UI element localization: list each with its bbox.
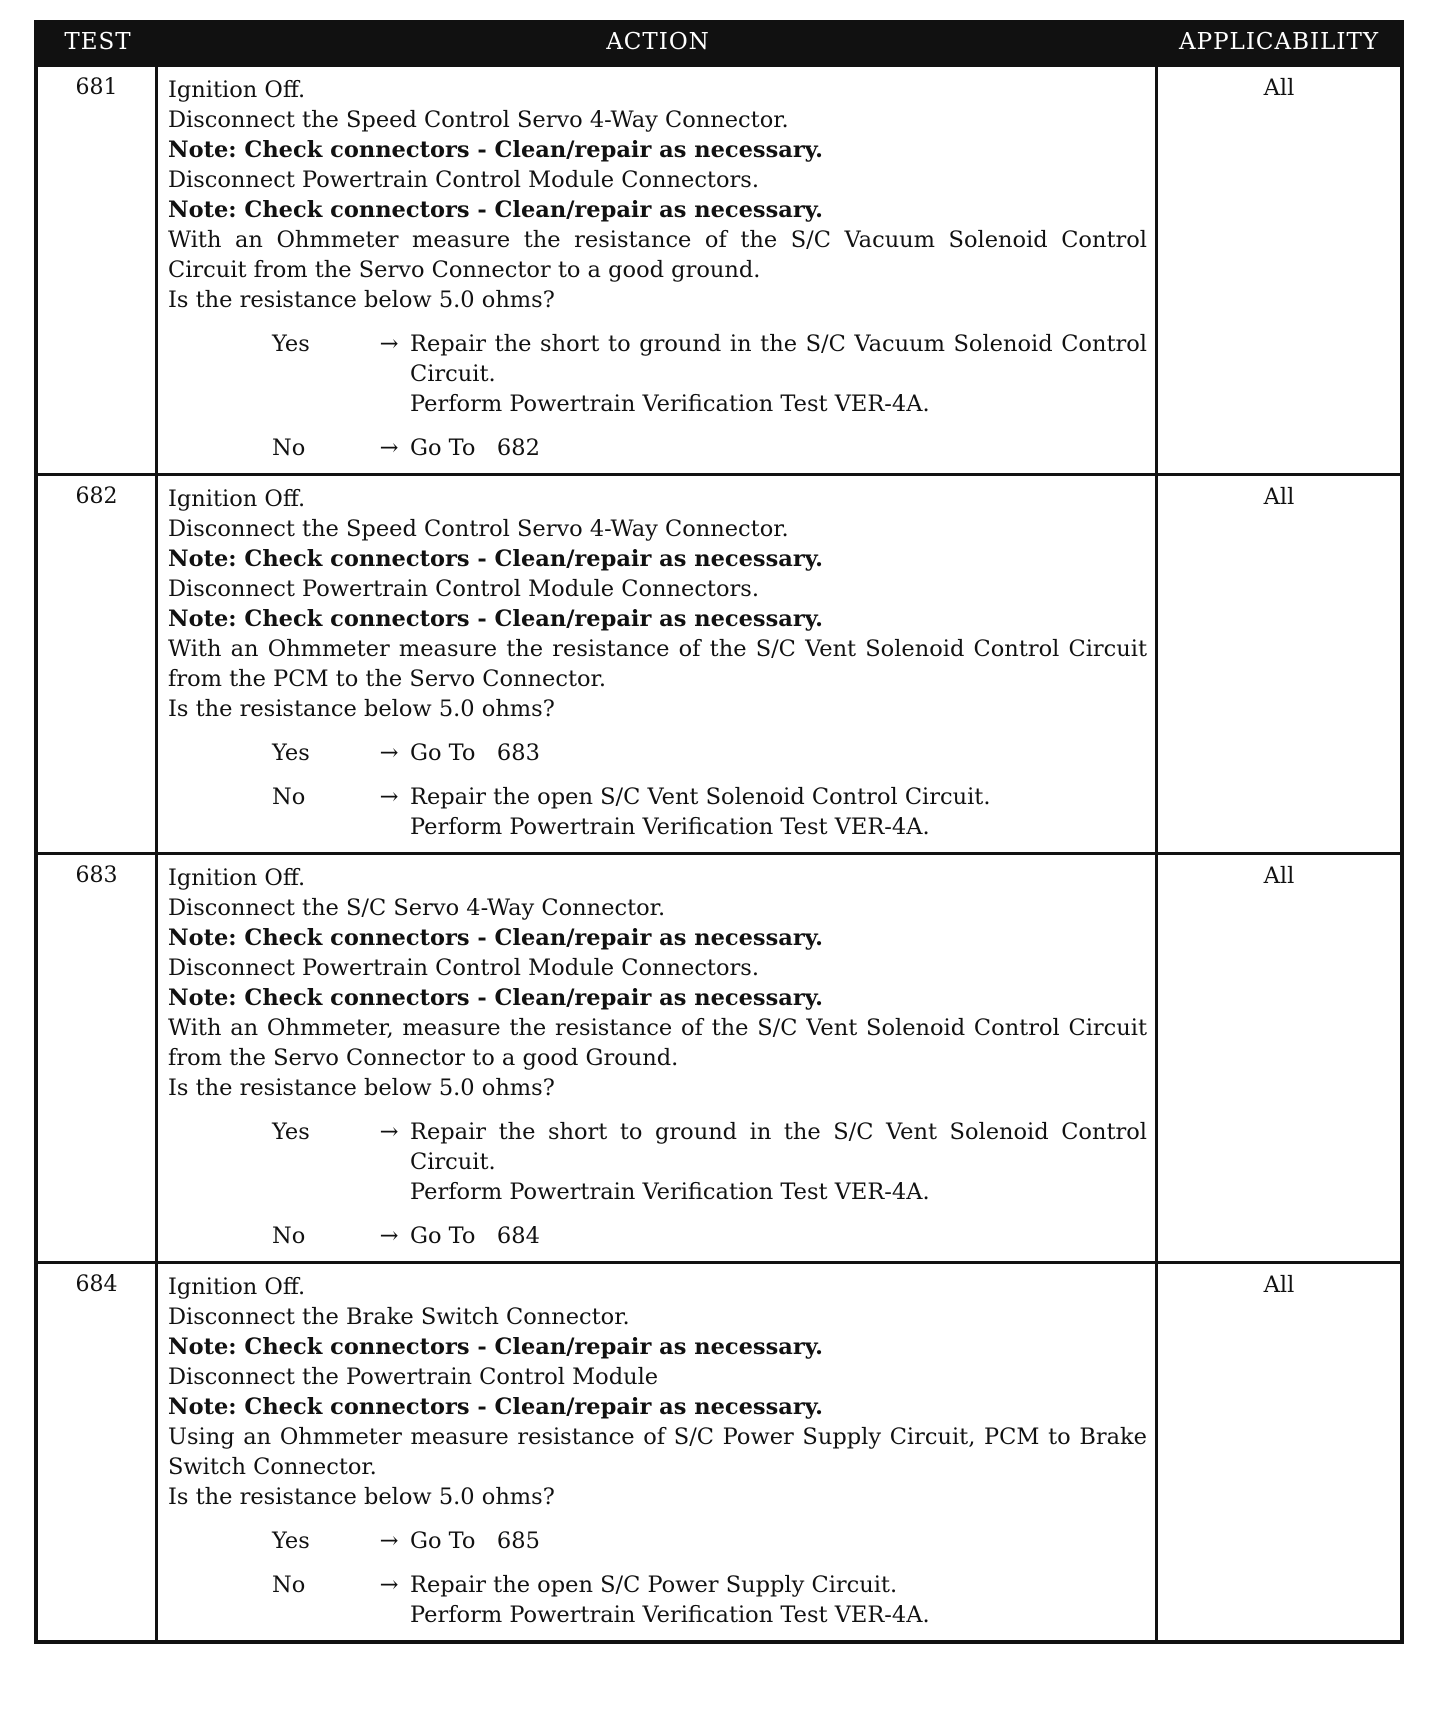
action-line: Using an Ohmmeter measure resistance of S/C Power Supply Circuit, PCM to Brake Switch Connector. [168,1424,1147,1480]
arrow-icon: → [379,1223,399,1249]
test-number: 683 [38,855,158,1261]
yes-label: Yes [272,331,310,357]
action-line: With an Ohmmeter measure the resistance of the S/C Vent Solenoid Control Circuit from the PCM to the Servo Connector. [168,636,1147,692]
action-line: Is the resistance below 5.0 ohms? [168,1075,555,1101]
yes-label: Yes [272,1528,310,1554]
applicability-value: All [1263,863,1295,889]
yes-branch [272,738,1147,768]
header-test: TEST [64,29,132,55]
no-branch [272,1570,1147,1630]
no-label: No [272,1223,306,1249]
header-applicability: APPLICABILITY [1179,29,1379,55]
no-result [410,433,1147,463]
yes-result-text-2: Perform Powertrain Verification Test VER-4A. [410,391,930,417]
applicability-value: All [1263,75,1295,101]
yes-result-text: Repair the short to ground in the S/C Vacuum Solenoid Control Circuit. [410,331,1147,387]
action-line: Disconnect the Brake Switch Connector. [168,1304,630,1330]
yes-result [410,1526,1147,1556]
table-row [38,64,1400,473]
no-result [410,782,1147,842]
no-branch [272,782,1147,842]
arrow-icon: → [379,1528,399,1554]
no-result [410,1570,1147,1630]
note-line: Note: Check connectors - Clean/repair as necessary. [168,1394,823,1420]
arrow-icon: → [379,331,399,357]
yes-branch [272,329,1147,419]
action-line: Disconnect the Powertrain Control Module [168,1364,659,1390]
yes-result [410,1117,1147,1207]
action-cell [158,1264,1158,1640]
applicability-value: All [1263,1272,1295,1298]
note-line: Note: Check connectors - Clean/repair as necessary. [168,1334,823,1360]
action-line: Disconnect Powertrain Control Module Connectors. [168,167,759,193]
note-line: Note: Check connectors - Clean/repair as necessary. [168,985,823,1011]
action-line: Is the resistance below 5.0 ohms? [168,287,555,313]
applicability-value: All [1263,484,1295,510]
no-result [410,1221,1147,1251]
action-line: Disconnect the Speed Control Servo 4-Way Connector. [168,516,789,542]
no-label: No [272,784,306,810]
no-branch [272,1221,1147,1251]
no-label: No [272,1572,306,1598]
yes-label: Yes [272,1119,310,1145]
action-line: Ignition Off. [168,486,306,512]
test-number: 682 [38,476,158,852]
yes-branch [272,1117,1147,1207]
action-line: Ignition Off. [168,865,306,891]
yes-result-text-2: Perform Powertrain Verification Test VER-4A. [410,1179,930,1205]
action-line: Disconnect Powertrain Control Module Connectors. [168,576,759,602]
action-line: With an Ohmmeter measure the resistance of the S/C Vacuum Solenoid Control Circuit from the Servo Connector to a good ground. [168,227,1147,283]
action-line: Disconnect the Speed Control Servo 4-Way Connector. [168,107,789,133]
note-line: Note: Check connectors - Clean/repair as necessary. [168,606,823,632]
action-line: Is the resistance below 5.0 ohms? [168,1484,555,1510]
test-number: 681 [38,67,158,473]
action-line: Disconnect Powertrain Control Module Connectors. [168,955,759,981]
arrow-icon: → [379,784,399,810]
table-row [38,473,1400,852]
action-line: Is the resistance below 5.0 ohms? [168,696,555,722]
yes-result [410,738,1147,768]
note-line: Note: Check connectors - Clean/repair as necessary. [168,546,823,572]
note-line: Note: Check connectors - Clean/repair as necessary. [168,925,823,951]
action-line: Ignition Off. [168,1274,306,1300]
no-result-text-2: Perform Powertrain Verification Test VER-4A. [410,1602,930,1628]
yes-label: Yes [272,740,310,766]
no-result-text-2: Perform Powertrain Verification Test VER-4A. [410,814,930,840]
no-result-text: Go To 682 [410,435,540,461]
table-header [38,20,1400,64]
no-branch [272,433,1147,463]
action-line: With an Ohmmeter, measure the resistance of the S/C Vent Solenoid Control Circuit from the Servo Connector to a good Ground. [168,1015,1147,1071]
action-cell [158,855,1158,1261]
action-cell [158,476,1158,852]
test-number: 684 [38,1264,158,1640]
arrow-icon: → [379,1572,399,1598]
arrow-icon: → [379,740,399,766]
arrow-icon: → [379,1119,399,1145]
note-line: Note: Check connectors - Clean/repair as necessary. [168,197,823,223]
note-line: Note: Check connectors - Clean/repair as necessary. [168,137,823,163]
yes-result [410,329,1147,419]
yes-result-text: Repair the short to ground in the S/C Vent Solenoid Control Circuit. [410,1119,1147,1175]
action-line: Ignition Off. [168,77,306,103]
no-result-text: Go To 684 [410,1223,540,1249]
table-row [38,852,1400,1261]
no-result-text: Repair the open S/C Power Supply Circuit. [410,1572,898,1598]
diagnostic-table [34,20,1404,1644]
yes-result-text: Go To 683 [410,740,540,766]
yes-result-text: Go To 685 [410,1528,540,1554]
table-row [38,1261,1400,1640]
no-label: No [272,435,306,461]
yes-branch [272,1526,1147,1556]
header-action: ACTION [606,29,710,55]
arrow-icon: → [379,435,399,461]
no-result-text: Repair the open S/C Vent Solenoid Control Circuit. [410,784,991,810]
action-cell [158,67,1158,473]
action-line: Disconnect the S/C Servo 4-Way Connector. [168,895,666,921]
